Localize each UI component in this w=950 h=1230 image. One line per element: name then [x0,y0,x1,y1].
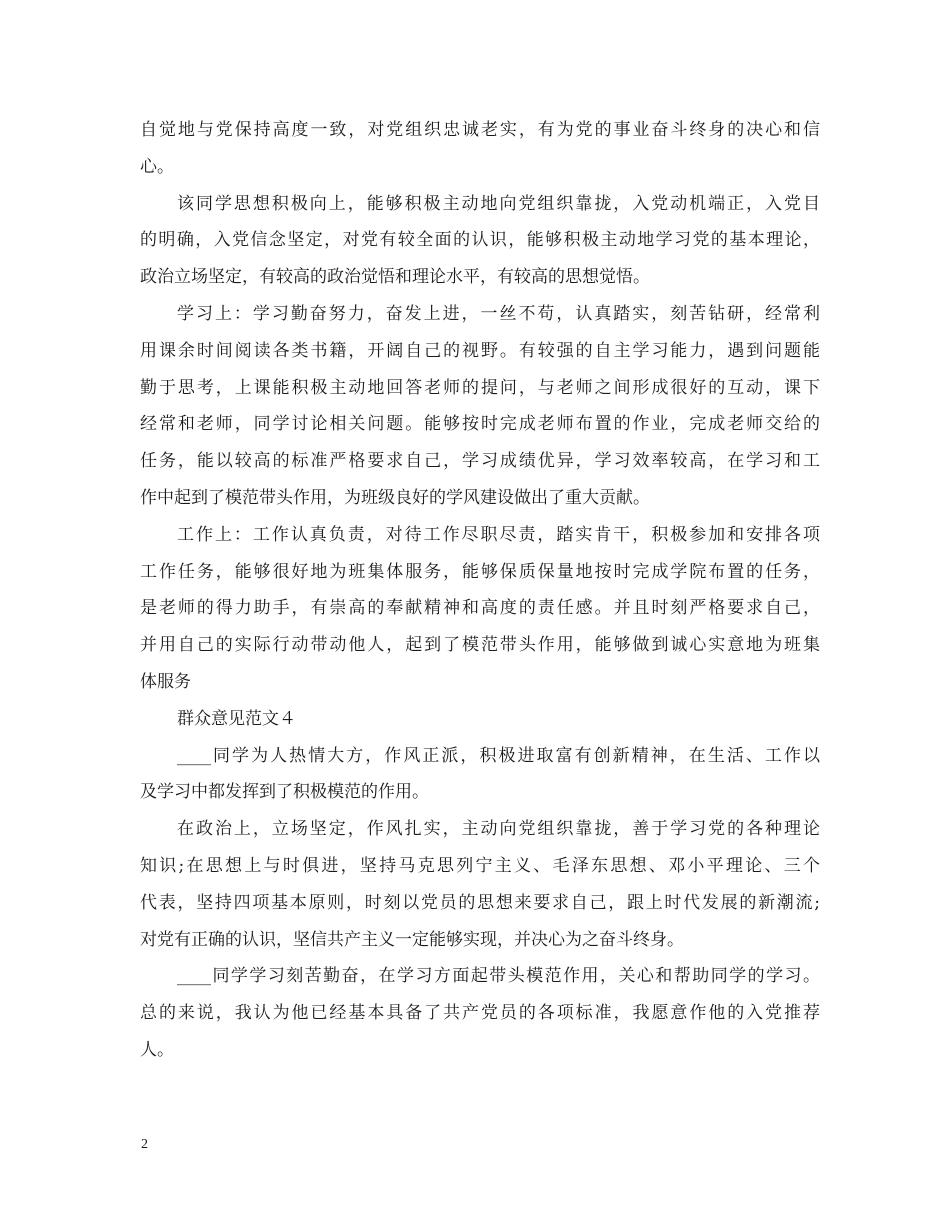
text-line: ____同学学习刻苦勤奋，在学习方面起带头模范作用，关心和帮助同学的学习。 [177,966,820,987]
section-heading-text: 群众意见范文４ [177,708,296,729]
text-line: 自觉地与党保持高度一致，对党组织忠诚老实，有为党的事业奋斗终身的决心和信 [140,120,820,140]
paragraph-study [140,296,820,517]
text-line: 知识;在思想上与时俱进，坚持马克思列宁主义、毛泽东思想、邓小平理论、三个 [140,855,820,876]
text-line: 的明确，入党信念坚定，对党有较全面的认识，能够积极主动地学习党的基本理论， [140,230,820,251]
text-line: 作中起到了模范带头作用，为班级良好的学风建设做出了重大贡献。 [140,487,650,508]
text-line: 任务，能以较高的标准严格要求自己，学习成绩优异，学习效率较高，在学习和工 [140,451,820,472]
text-line: 用课余时间阅读各类书籍，开阔自己的视野。有较强的自主学习能力，遇到问题能 [140,340,820,361]
section-heading [140,701,820,738]
page-number: 2 [141,1137,148,1152]
text-line: 及学习中都发挥到了积极模范的作用。 [140,782,429,803]
paragraph-work [140,517,820,701]
text-line: 在政治上，立场坚定，作风扎实，主动向党组织靠拢，善于学习党的各种理论 [177,819,820,840]
text-line: 心。 [140,156,174,177]
text-line: 对党有正确的认识，坚信共产主义一定能够实现，并决心为之奋斗终身。 [140,929,684,950]
text-line: 工作任务，能够很好地为班集体服务，能够保质保量地按时完成学院布置的任务， [140,561,820,582]
text-line: 工作上：工作认真负责，对待工作尽职尽责，踏实肯干，积极参加和安排各项 [177,524,820,545]
text-line: ____同学为人热情大方，作风正派，积极进取富有创新精神，在生活、工作以 [177,745,820,766]
text-line: 总的来说，我认为他已经基本具备了共产党员的各项标准，我愿意作他的入党推荐 [140,1003,820,1024]
paragraph-politics [140,811,820,958]
document-body [140,112,820,1069]
text-line: 体服务 [140,671,191,692]
text-line: 并用自己的实际行动带动他人，起到了模范带头作用，能够做到诚心实意地为班集 [140,635,820,656]
text-line: 代表，坚持四项基本原则，时刻以党员的思想来要求自己，跟上时代发展的新潮流; [140,892,820,913]
text-line: 经常和老师，同学讨论相关问题。能够按时完成老师布置的作业，完成老师交给的 [140,414,820,435]
text-line: 学习上：学习勤奋努力，奋发上进，一丝不苟，认真踏实，刻苦钻研，经常利 [177,303,820,324]
text-line: 人。 [140,1039,174,1060]
paragraph-party-loyalty [140,112,820,186]
text-line: 勤于思考，上课能积极主动地回答老师的提问，与老师之间形成很好的互动，课下 [140,377,820,398]
paragraph-character [140,738,820,812]
text-line: 政治立场坚定，有较高的政治觉悟和理论水平，有较高的思想觉悟。 [140,267,650,288]
text-line: 该同学思想积极向上，能够积极主动地向党组织靠拢，入党动机端正，入党目 [177,193,820,214]
paragraph-ideology [140,186,820,296]
paragraph-conclusion [140,958,820,1068]
text-line: 是老师的得力助手，有崇高的奉献精神和高度的责任感。并且时刻严格要求自己， [140,598,820,619]
